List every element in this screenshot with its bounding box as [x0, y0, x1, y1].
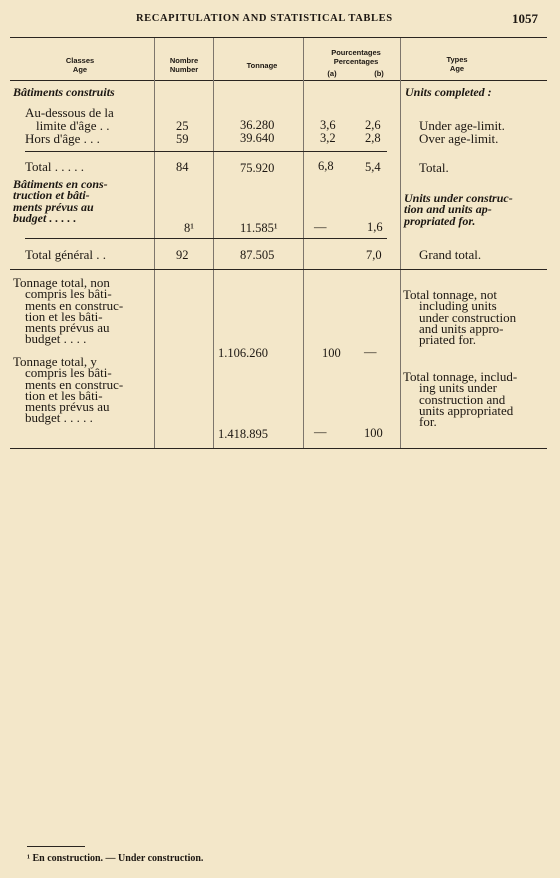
- subtotal-rule: [25, 151, 387, 152]
- cell-pct-a-under-age: 3,6: [320, 118, 336, 132]
- cell-tonnage-total: 75.920: [240, 161, 275, 175]
- cell-pct-b-total: 5,4: [365, 160, 381, 174]
- row-label-under-age-2: limite d'âge . .: [36, 118, 110, 133]
- cell-tonnage-over-age: 39.640: [240, 131, 275, 145]
- cell-pct-a-including: —: [314, 425, 327, 439]
- cell-number-construction: 8¹: [184, 221, 194, 235]
- header-types: Types Age: [446, 55, 468, 73]
- column-separator-2: [213, 38, 214, 449]
- header-classes: Classes Age: [65, 56, 95, 74]
- row-label-tonnage-not-including-en: Total tonnage, not including units under construction and units appro- priated for.: [403, 287, 517, 348]
- header-pct-a: (a): [327, 69, 337, 78]
- column-separator-1: [154, 38, 155, 449]
- row-label-over-age: Hors d'âge . . .: [25, 131, 100, 146]
- cell-tonnage-including: 1.418.895: [218, 427, 268, 441]
- cell-number-under-age: 25: [176, 119, 189, 133]
- footnote-rule: [27, 846, 85, 847]
- row-label-total: Total . . . . .: [25, 159, 85, 174]
- row-label-grand-total: Total général . .: [25, 247, 107, 262]
- section-units-completed: Units completed :: [405, 85, 492, 99]
- header-tonnage: Tonnage: [246, 61, 278, 70]
- row-label-total-en: Total.: [419, 160, 449, 175]
- cell-tonnage-not-including: 1.106.260: [218, 346, 268, 360]
- cell-pct-b-grand-total: 7,0: [366, 248, 382, 262]
- cell-pct-a-not-including: 100: [322, 346, 341, 360]
- cell-pct-b-construction: 1,6: [367, 220, 383, 234]
- header-nombre: Nombre Number: [169, 56, 199, 74]
- row-label-tonnage-including-en: Total tonnage, includ- ing units under construction and units appropriated for.: [403, 369, 518, 430]
- row-label-tonnage-including: Tonnage total, y compris les bâti- ments en construc- tion et les bâti- ments prévus au budget . . . . .: [13, 354, 124, 426]
- cell-pct-b-over-age: 2,8: [365, 131, 381, 145]
- cell-number-over-age: 59: [176, 132, 189, 146]
- cell-pct-b-including: 100: [364, 426, 383, 440]
- row-label-tonnage-not-including: Tonnage total, non compris les bâti- ments en construc- tion et les bâti- ments prévus au budget . . . .: [13, 275, 124, 347]
- column-separator-4: [400, 38, 401, 449]
- cell-tonnage-grand-total: 87.505: [240, 248, 275, 262]
- table-bottom-rule: [10, 448, 547, 449]
- cell-pct-a-total: 6,8: [318, 159, 334, 173]
- cell-number-grand-total: 92: [176, 248, 189, 262]
- row-label-grand-total-en: Grand total.: [419, 247, 482, 262]
- cell-tonnage-construction: 11.585¹: [240, 221, 278, 235]
- cell-pct-b-not-including: —: [364, 345, 377, 359]
- cell-tonnage-under-age: 36.280: [240, 118, 275, 132]
- section-batiments-en-construction: Bâtiments en cons- truction et bâti- ments prévus au budget . . . . .: [13, 177, 108, 225]
- header-rule: [10, 80, 547, 81]
- row-label-over-age-en: Over age-limit.: [419, 131, 499, 146]
- section-divider-rule: [10, 269, 547, 270]
- section-units-under-construction: Units under construc- tion and units ap- propriated for.: [404, 191, 513, 228]
- running-head: RECAPITULATION AND STATISTICAL TABLES: [136, 13, 393, 24]
- cell-pct-a-construction: —: [314, 220, 327, 234]
- cell-pct-b-under-age: 2,6: [365, 118, 381, 132]
- grand-total-rule: [25, 238, 387, 239]
- cell-pct-a-over-age: 3,2: [320, 131, 336, 145]
- page-number: 1057: [512, 11, 538, 26]
- table-top-rule: [10, 37, 547, 38]
- header-percentages: Pourcentages Percentages: [331, 48, 381, 66]
- footnote: ¹ En construction. — Under construction.: [27, 853, 204, 864]
- section-batiments-construits: Bâtiments construits: [13, 85, 115, 99]
- cell-number-total: 84: [176, 160, 189, 174]
- row-label-under-age-en: Under age-limit.: [419, 118, 505, 133]
- column-separator-3: [303, 38, 304, 449]
- row-label-under-age-1: Au-dessous de la: [25, 105, 114, 120]
- header-pct-b: (b): [374, 69, 384, 78]
